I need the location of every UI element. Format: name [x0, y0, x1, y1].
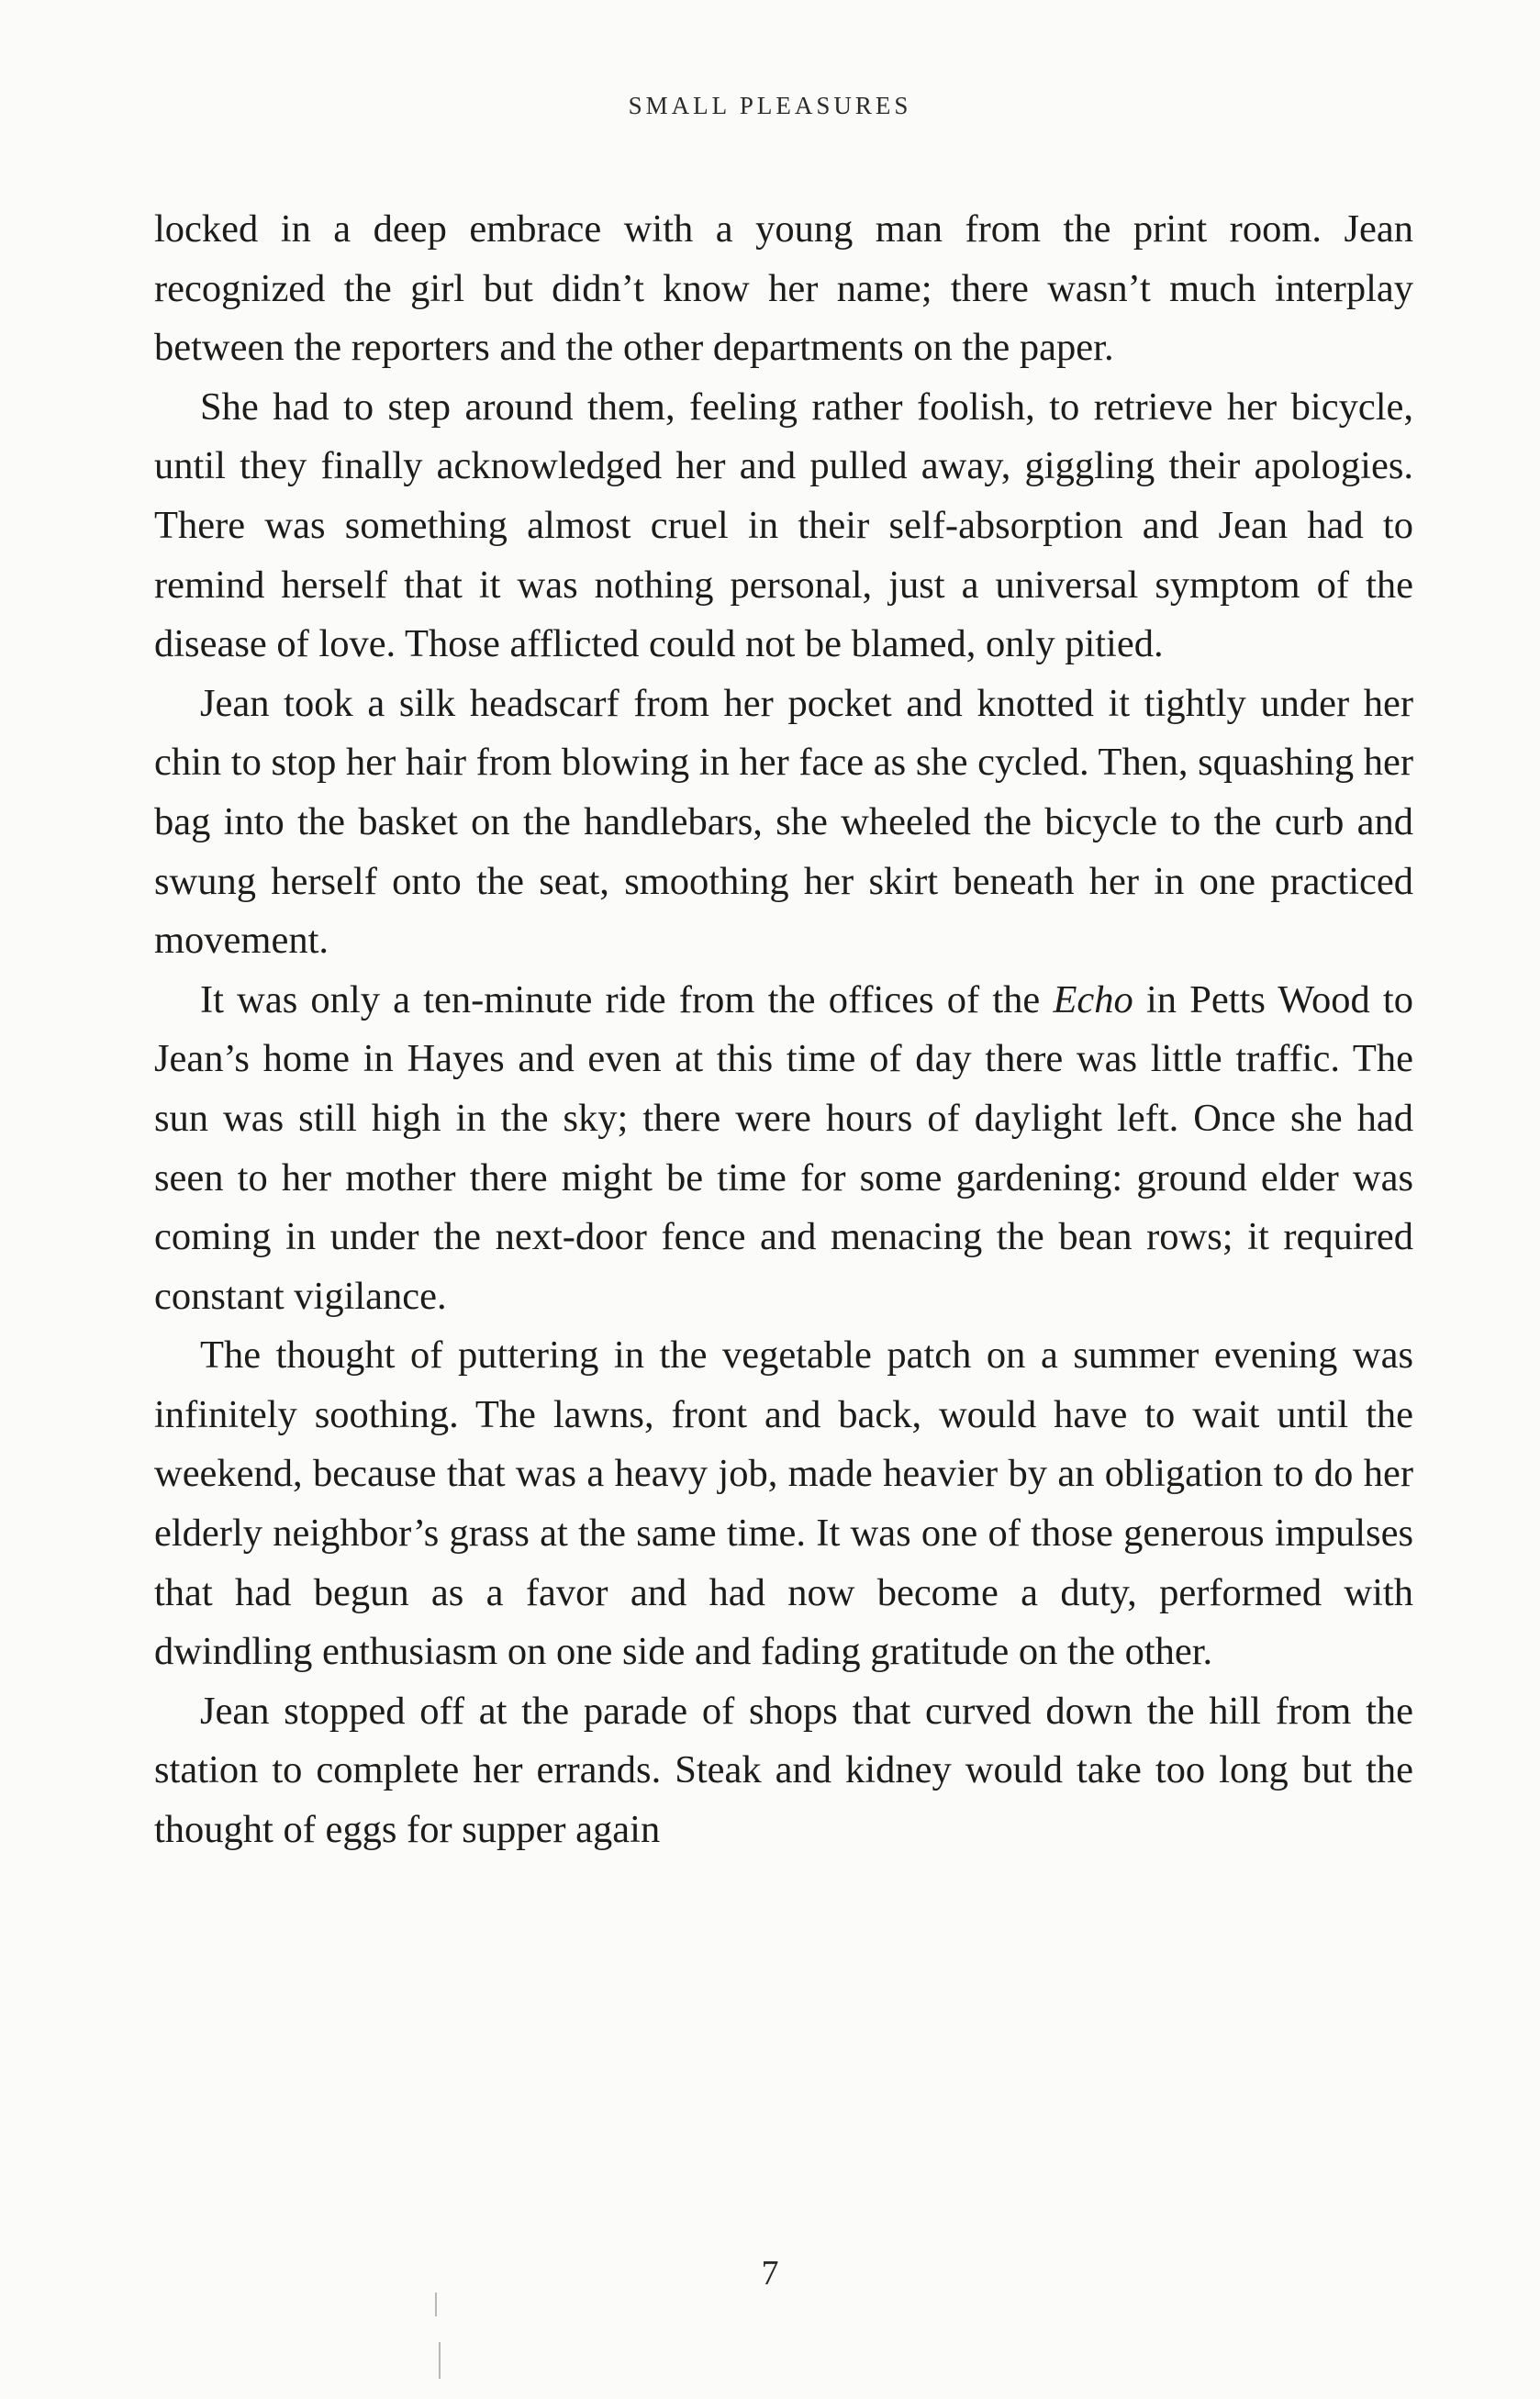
paragraph-6: Jean stopped off at the parade of shops that curved down the hill from the station to complete her errands. Steak and kidney would take too long but the thought of eggs for supper again — [154, 1689, 1413, 1852]
newspaper-title: Echo — [1053, 977, 1133, 1021]
paragraph-5: The thought of puttering in the vegetable patch on a summer evening was infinitely soothing. The lawns, front and back, would have to wait until the weekend, because that was a heavy job, made heavier by an obligation to do her elderly neighbor’s grass at the same time. It was one of those generous impulses that had begun as a favor and had now become a duty, performed with dwindling enthusiasm on one side and fading gratitude on the other. — [154, 1333, 1413, 1674]
body-text — [154, 200, 1413, 1860]
scan-mark-lower — [439, 2342, 441, 2379]
paragraph-4-after: in Petts Wood to Jean’s home in Hayes and even at this time of day there was little traffic. The sun was still high in the sky; there were hours of daylight left. Once she had seen to her mother there might be time for some gardening: ground elder was coming in under the next-door fence and menacing the bean rows; it required constant vigilance. — [154, 977, 1413, 1318]
scan-mark-upper — [435, 2293, 437, 2316]
running-head: SMALL PLEASURES — [628, 92, 912, 119]
paragraph-4-before: It was only a ten-minute ride from the offices of the — [200, 977, 1054, 1021]
page-number: 7 — [761, 2254, 779, 2293]
paragraph-1: locked in a deep embrace with a young man from the print room. Jean recognized the girl but didn’t know her name; there wasn’t much interplay between the reporters and the other departments on the paper. — [154, 207, 1413, 370]
paragraph-2: She had to step around them, feeling rather foolish, to retrieve her bicycle, until they finally acknowledged her and pulled away, giggling their apologies. There was something almost cruel in their self-absorption and Jean had to remind herself that it was nothing personal, just a universal symptom of the disease of love. Those afflicted could not be blamed, only pitied. — [154, 385, 1413, 666]
paragraph-4 — [154, 971, 1413, 1327]
paragraph-3: Jean took a silk headscarf from her pocket and knotted it tightly under her chin to stop her hair from blowing in her face as she cycled. Then, squashing her bag into the basket on the handlebars, she wheeled the bicycle to the curb and swung herself onto the seat, smoothing her skirt beneath her in one practiced movement. — [154, 681, 1413, 963]
